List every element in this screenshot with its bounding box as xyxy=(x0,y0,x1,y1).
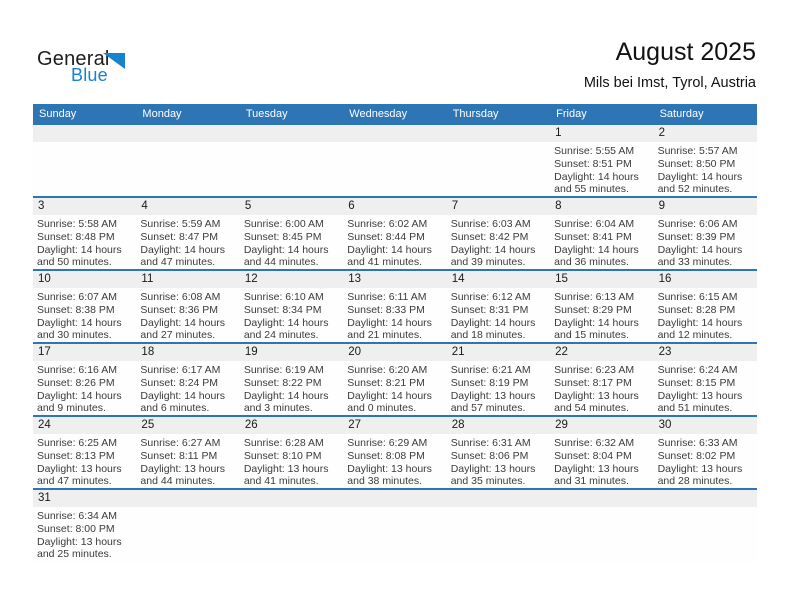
sunset-line: Sunset: 8:28 PM xyxy=(657,303,736,316)
daylight-line: Daylight: 14 hours xyxy=(140,316,226,329)
daylight-line-continued: and 24 minutes. xyxy=(243,329,319,342)
sunset-line: Sunset: 8:42 PM xyxy=(450,230,529,243)
day-number: 17 xyxy=(33,344,136,361)
sunrise-line: Sunrise: 6:06 AM xyxy=(657,218,738,230)
day-cell-6 xyxy=(343,198,446,269)
empty-day-cell xyxy=(136,125,239,196)
empty-day-cell xyxy=(550,490,653,563)
week-row-4 xyxy=(33,344,757,417)
daylight-line-continued: and 9 minutes. xyxy=(37,402,106,415)
daylight-line: Daylight: 14 hours xyxy=(140,243,226,256)
empty-day-cell xyxy=(136,490,239,563)
day-number: 6 xyxy=(343,198,446,215)
day-details xyxy=(240,142,343,145)
sunset-line: Sunset: 8:19 PM xyxy=(450,376,529,389)
empty-day-cell xyxy=(343,490,446,563)
daylight-line-continued: and 36 minutes. xyxy=(554,256,629,269)
day-details xyxy=(447,215,550,269)
day-number: 21 xyxy=(447,344,550,361)
daylight-line-continued: and 25 minutes. xyxy=(37,548,112,561)
day-cell-21 xyxy=(447,344,550,415)
day-cell-13 xyxy=(343,271,446,342)
daylight-line-continued: and 54 minutes. xyxy=(554,402,629,415)
daylight-line-continued: and 35 minutes. xyxy=(450,475,526,488)
day-number xyxy=(136,125,239,142)
day-number xyxy=(240,125,343,142)
day-details xyxy=(343,361,446,415)
sunrise-line: Sunrise: 5:55 AM xyxy=(554,145,635,157)
sunset-line: Sunset: 8:36 PM xyxy=(140,303,219,316)
daylight-line: Daylight: 13 hours xyxy=(657,462,743,475)
day-details xyxy=(136,361,239,415)
day-number: 20 xyxy=(343,344,446,361)
day-header-thursday: Thursday xyxy=(452,108,499,120)
day-cell-31 xyxy=(33,490,136,563)
sunrise-line: Sunrise: 6:29 AM xyxy=(347,437,428,449)
day-details xyxy=(240,434,343,488)
daylight-line: Daylight: 14 hours xyxy=(450,243,536,256)
day-details xyxy=(33,142,136,145)
daylight-line: Daylight: 14 hours xyxy=(37,243,122,256)
daylight-line-continued: and 47 minutes. xyxy=(140,256,216,269)
sunrise-line: Sunrise: 6:31 AM xyxy=(450,437,531,449)
sunrise-line: Sunrise: 6:21 AM xyxy=(450,364,531,376)
day-cell-16 xyxy=(654,271,757,342)
day-number xyxy=(240,490,343,507)
week-row-5 xyxy=(33,417,757,490)
day-details xyxy=(343,215,446,269)
sunset-line: Sunset: 8:26 PM xyxy=(37,376,115,389)
day-number: 25 xyxy=(136,417,239,434)
sunset-line: Sunset: 8:22 PM xyxy=(243,376,322,389)
day-cell-4 xyxy=(136,198,239,269)
day-number: 29 xyxy=(550,417,653,434)
day-number: 23 xyxy=(654,344,757,361)
daylight-line-continued: and 41 minutes. xyxy=(243,475,319,488)
sunrise-line: Sunrise: 6:24 AM xyxy=(657,364,738,376)
daylight-line-continued: and 6 minutes. xyxy=(140,402,210,415)
daylight-line: Daylight: 13 hours xyxy=(37,535,122,548)
day-number: 15 xyxy=(550,271,653,288)
day-cell-28 xyxy=(447,417,550,488)
sunset-line: Sunset: 8:15 PM xyxy=(657,376,736,389)
day-number: 30 xyxy=(654,417,757,434)
day-cell-15 xyxy=(550,271,653,342)
day-number: 2 xyxy=(654,125,757,142)
daylight-line: Daylight: 13 hours xyxy=(347,462,432,475)
day-details xyxy=(550,288,653,342)
daylight-line: Daylight: 14 hours xyxy=(657,243,743,256)
sunrise-line: Sunrise: 6:25 AM xyxy=(37,437,117,449)
day-details xyxy=(550,215,653,269)
sunrise-line: Sunrise: 6:27 AM xyxy=(140,437,221,449)
day-details xyxy=(343,142,446,145)
sunset-line: Sunset: 8:38 PM xyxy=(37,303,115,316)
daylight-line-continued: and 39 minutes. xyxy=(450,256,526,269)
sunset-line: Sunset: 8:02 PM xyxy=(657,449,736,462)
daylight-line-continued: and 47 minutes. xyxy=(37,475,112,488)
day-details xyxy=(447,434,550,488)
daylight-line: Daylight: 13 hours xyxy=(140,462,226,475)
sunrise-line: Sunrise: 6:00 AM xyxy=(243,218,324,230)
day-details xyxy=(33,507,136,561)
sunset-line: Sunset: 8:50 PM xyxy=(657,157,736,170)
daylight-line: Daylight: 14 hours xyxy=(243,316,329,329)
daylight-line-continued: and 27 minutes. xyxy=(140,329,216,342)
daylight-line: Daylight: 14 hours xyxy=(554,243,639,256)
sunrise-line: Sunrise: 6:32 AM xyxy=(554,437,635,449)
sunrise-line: Sunrise: 6:11 AM xyxy=(347,291,427,303)
day-number: 31 xyxy=(33,490,136,507)
day-details xyxy=(136,142,239,145)
day-number: 5 xyxy=(240,198,343,215)
empty-day-cell xyxy=(240,125,343,196)
daylight-line-continued: and 41 minutes. xyxy=(347,256,422,269)
day-number: 8 xyxy=(550,198,653,215)
day-cell-1 xyxy=(550,125,653,196)
daylight-line: Daylight: 13 hours xyxy=(554,389,639,402)
day-number: 10 xyxy=(33,271,136,288)
daylight-line-continued: and 0 minutes. xyxy=(347,402,417,415)
day-details xyxy=(33,215,136,269)
daylight-line: Daylight: 13 hours xyxy=(657,389,743,402)
day-number: 12 xyxy=(240,271,343,288)
daylight-line: Daylight: 13 hours xyxy=(37,462,122,475)
page-title: August 2025 xyxy=(615,38,756,66)
week-row-3 xyxy=(33,271,757,344)
day-details xyxy=(654,507,757,510)
day-header-monday: Monday xyxy=(142,108,182,120)
daylight-line-continued: and 30 minutes. xyxy=(37,329,112,342)
day-number: 19 xyxy=(240,344,343,361)
daylight-line-continued: and 12 minutes. xyxy=(657,329,733,342)
day-details xyxy=(136,507,239,510)
sunrise-line: Sunrise: 6:19 AM xyxy=(243,364,324,376)
day-details xyxy=(654,142,757,196)
day-cell-12 xyxy=(240,271,343,342)
day-details xyxy=(240,507,343,510)
day-details xyxy=(550,142,653,196)
day-number xyxy=(33,125,136,142)
day-details xyxy=(33,288,136,342)
sunset-line: Sunset: 8:41 PM xyxy=(554,230,632,243)
sunset-line: Sunset: 8:45 PM xyxy=(243,230,322,243)
daylight-line: Daylight: 14 hours xyxy=(37,389,122,402)
sunset-line: Sunset: 8:00 PM xyxy=(37,522,115,535)
sunrise-line: Sunrise: 6:16 AM xyxy=(37,364,117,376)
day-cell-29 xyxy=(550,417,653,488)
day-details xyxy=(447,507,550,510)
general-blue-logo xyxy=(37,46,157,92)
day-cell-25 xyxy=(136,417,239,488)
day-number: 7 xyxy=(447,198,550,215)
day-cell-10 xyxy=(33,271,136,342)
day-number: 4 xyxy=(136,198,239,215)
sunrise-line: Sunrise: 6:33 AM xyxy=(657,437,738,449)
day-details xyxy=(447,288,550,342)
daylight-line-continued: and 44 minutes. xyxy=(243,256,319,269)
day-details xyxy=(240,361,343,415)
day-number: 27 xyxy=(343,417,446,434)
daylight-line-continued: and 15 minutes. xyxy=(554,329,629,342)
daylight-line: Daylight: 14 hours xyxy=(450,316,536,329)
sunset-line: Sunset: 8:47 PM xyxy=(140,230,219,243)
day-details xyxy=(654,434,757,488)
day-cell-24 xyxy=(33,417,136,488)
daylight-line: Daylight: 14 hours xyxy=(243,389,329,402)
daylight-line: Daylight: 14 hours xyxy=(140,389,226,402)
sunrise-line: Sunrise: 6:10 AM xyxy=(243,291,324,303)
sunset-line: Sunset: 8:44 PM xyxy=(347,230,425,243)
sunrise-line: Sunrise: 6:34 AM xyxy=(37,510,117,522)
daylight-line: Daylight: 14 hours xyxy=(347,316,432,329)
daylight-line: Daylight: 13 hours xyxy=(450,462,536,475)
daylight-line-continued: and 52 minutes. xyxy=(657,183,733,196)
empty-day-cell xyxy=(33,125,136,196)
sunrise-line: Sunrise: 6:15 AM xyxy=(657,291,738,303)
day-cell-27 xyxy=(343,417,446,488)
week-row-6 xyxy=(33,490,757,563)
daylight-line: Daylight: 14 hours xyxy=(554,316,639,329)
sunrise-line: Sunrise: 6:17 AM xyxy=(140,364,221,376)
day-details xyxy=(343,434,446,488)
daylight-line: Daylight: 14 hours xyxy=(347,389,432,402)
day-details xyxy=(550,434,653,488)
day-details xyxy=(136,215,239,269)
sunset-line: Sunset: 8:39 PM xyxy=(657,230,736,243)
day-header-tuesday: Tuesday xyxy=(245,108,288,120)
day-number: 24 xyxy=(33,417,136,434)
day-details xyxy=(654,361,757,415)
day-number xyxy=(447,125,550,142)
page-subtitle: Mils bei Imst, Tyrol, Austria xyxy=(583,75,756,91)
day-cell-19 xyxy=(240,344,343,415)
day-number: 11 xyxy=(136,271,239,288)
day-details xyxy=(447,142,550,145)
sunrise-line: Sunrise: 6:08 AM xyxy=(140,291,221,303)
day-number: 28 xyxy=(447,417,550,434)
daylight-line-continued: and 18 minutes. xyxy=(450,329,526,342)
sunrise-line: Sunrise: 6:20 AM xyxy=(347,364,428,376)
day-details xyxy=(654,215,757,269)
sunrise-line: Sunrise: 6:04 AM xyxy=(554,218,635,230)
sunset-line: Sunset: 8:11 PM xyxy=(140,449,218,462)
day-details xyxy=(654,288,757,342)
day-number: 3 xyxy=(33,198,136,215)
day-cell-22 xyxy=(550,344,653,415)
sunset-line: Sunset: 8:48 PM xyxy=(37,230,115,243)
daylight-line: Daylight: 14 hours xyxy=(657,170,743,183)
daylight-line: Daylight: 14 hours xyxy=(554,170,639,183)
daylight-line: Daylight: 14 hours xyxy=(243,243,329,256)
sunrise-line: Sunrise: 6:02 AM xyxy=(347,218,428,230)
day-details xyxy=(447,361,550,415)
logo-text-blue: Blue xyxy=(71,65,108,85)
day-number: 14 xyxy=(447,271,550,288)
daylight-line-continued: and 3 minutes. xyxy=(243,402,313,415)
sunset-line: Sunset: 8:51 PM xyxy=(554,157,632,170)
day-number xyxy=(343,125,446,142)
day-number xyxy=(550,490,653,507)
sunset-line: Sunset: 8:24 PM xyxy=(140,376,219,389)
logo-text-general: General xyxy=(37,48,110,70)
day-number: 9 xyxy=(654,198,757,215)
daylight-line: Daylight: 14 hours xyxy=(347,243,432,256)
week-row-2 xyxy=(33,198,757,271)
day-number xyxy=(343,490,446,507)
sunrise-line: Sunrise: 5:59 AM xyxy=(140,218,221,230)
day-details xyxy=(136,288,239,342)
daylight-line-continued: and 44 minutes. xyxy=(140,475,216,488)
daylight-line: Daylight: 13 hours xyxy=(243,462,329,475)
day-details xyxy=(343,507,446,510)
daylight-line-continued: and 57 minutes. xyxy=(450,402,526,415)
day-details xyxy=(33,434,136,488)
day-cell-23 xyxy=(654,344,757,415)
daylight-line-continued: and 31 minutes. xyxy=(554,475,629,488)
sunset-line: Sunset: 8:08 PM xyxy=(347,449,425,462)
day-number: 22 xyxy=(550,344,653,361)
day-details xyxy=(33,361,136,415)
day-number: 13 xyxy=(343,271,446,288)
day-cell-7 xyxy=(447,198,550,269)
daylight-line-continued: and 51 minutes. xyxy=(657,402,733,415)
sunrise-line: Sunrise: 6:13 AM xyxy=(554,291,635,303)
sunrise-line: Sunrise: 6:12 AM xyxy=(450,291,531,303)
day-number: 18 xyxy=(136,344,239,361)
day-cell-8 xyxy=(550,198,653,269)
day-number: 1 xyxy=(550,125,653,142)
day-number: 16 xyxy=(654,271,757,288)
day-details xyxy=(240,215,343,269)
sunset-line: Sunset: 8:13 PM xyxy=(37,449,115,462)
day-cell-18 xyxy=(136,344,239,415)
daylight-line: Daylight: 14 hours xyxy=(657,316,743,329)
day-cell-17 xyxy=(33,344,136,415)
empty-day-cell xyxy=(654,490,757,563)
sunset-line: Sunset: 8:04 PM xyxy=(554,449,632,462)
daylight-line-continued: and 28 minutes. xyxy=(657,475,733,488)
day-number: 26 xyxy=(240,417,343,434)
day-details xyxy=(240,288,343,342)
day-header-sunday: Sunday xyxy=(39,108,77,120)
day-cell-14 xyxy=(447,271,550,342)
day-cell-20 xyxy=(343,344,446,415)
day-cell-3 xyxy=(33,198,136,269)
empty-day-cell xyxy=(447,125,550,196)
empty-day-cell xyxy=(240,490,343,563)
daylight-line: Daylight: 13 hours xyxy=(554,462,639,475)
day-cell-26 xyxy=(240,417,343,488)
day-cell-5 xyxy=(240,198,343,269)
day-header-friday: Friday xyxy=(556,108,587,120)
sunrise-line: Sunrise: 6:07 AM xyxy=(37,291,117,303)
day-details xyxy=(136,434,239,488)
day-of-week-header-row xyxy=(33,104,757,125)
sunset-line: Sunset: 8:31 PM xyxy=(450,303,529,316)
day-cell-30 xyxy=(654,417,757,488)
empty-day-cell xyxy=(343,125,446,196)
sunset-line: Sunset: 8:10 PM xyxy=(243,449,322,462)
day-cell-11 xyxy=(136,271,239,342)
weeks-container xyxy=(33,125,757,563)
day-cell-2 xyxy=(654,125,757,196)
day-details xyxy=(550,361,653,415)
daylight-line: Daylight: 13 hours xyxy=(450,389,536,402)
sunrise-line: Sunrise: 6:03 AM xyxy=(450,218,531,230)
week-row-1 xyxy=(33,125,757,198)
day-details xyxy=(550,507,653,510)
sunrise-line: Sunrise: 5:57 AM xyxy=(657,145,738,157)
sunset-line: Sunset: 8:33 PM xyxy=(347,303,425,316)
sunset-line: Sunset: 8:06 PM xyxy=(450,449,529,462)
daylight-line-continued: and 38 minutes. xyxy=(347,475,422,488)
daylight-line-continued: and 50 minutes. xyxy=(37,256,112,269)
day-number xyxy=(136,490,239,507)
sunrise-line: Sunrise: 6:23 AM xyxy=(554,364,635,376)
day-cell-9 xyxy=(654,198,757,269)
sunset-line: Sunset: 8:21 PM xyxy=(347,376,425,389)
daylight-line-continued: and 21 minutes. xyxy=(347,329,422,342)
day-header-wednesday: Wednesday xyxy=(349,108,408,120)
day-number xyxy=(447,490,550,507)
daylight-line-continued: and 55 minutes. xyxy=(554,183,629,196)
empty-day-cell xyxy=(447,490,550,563)
sunrise-line: Sunrise: 5:58 AM xyxy=(37,218,117,230)
day-details xyxy=(343,288,446,342)
sunset-line: Sunset: 8:17 PM xyxy=(554,376,632,389)
daylight-line: Daylight: 14 hours xyxy=(37,316,122,329)
sunset-line: Sunset: 8:29 PM xyxy=(554,303,632,316)
sunrise-line: Sunrise: 6:28 AM xyxy=(243,437,324,449)
day-header-saturday: Saturday xyxy=(659,108,704,120)
calendar-grid xyxy=(33,104,757,563)
day-number xyxy=(654,490,757,507)
daylight-line-continued: and 33 minutes. xyxy=(657,256,733,269)
sunset-line: Sunset: 8:34 PM xyxy=(243,303,322,316)
